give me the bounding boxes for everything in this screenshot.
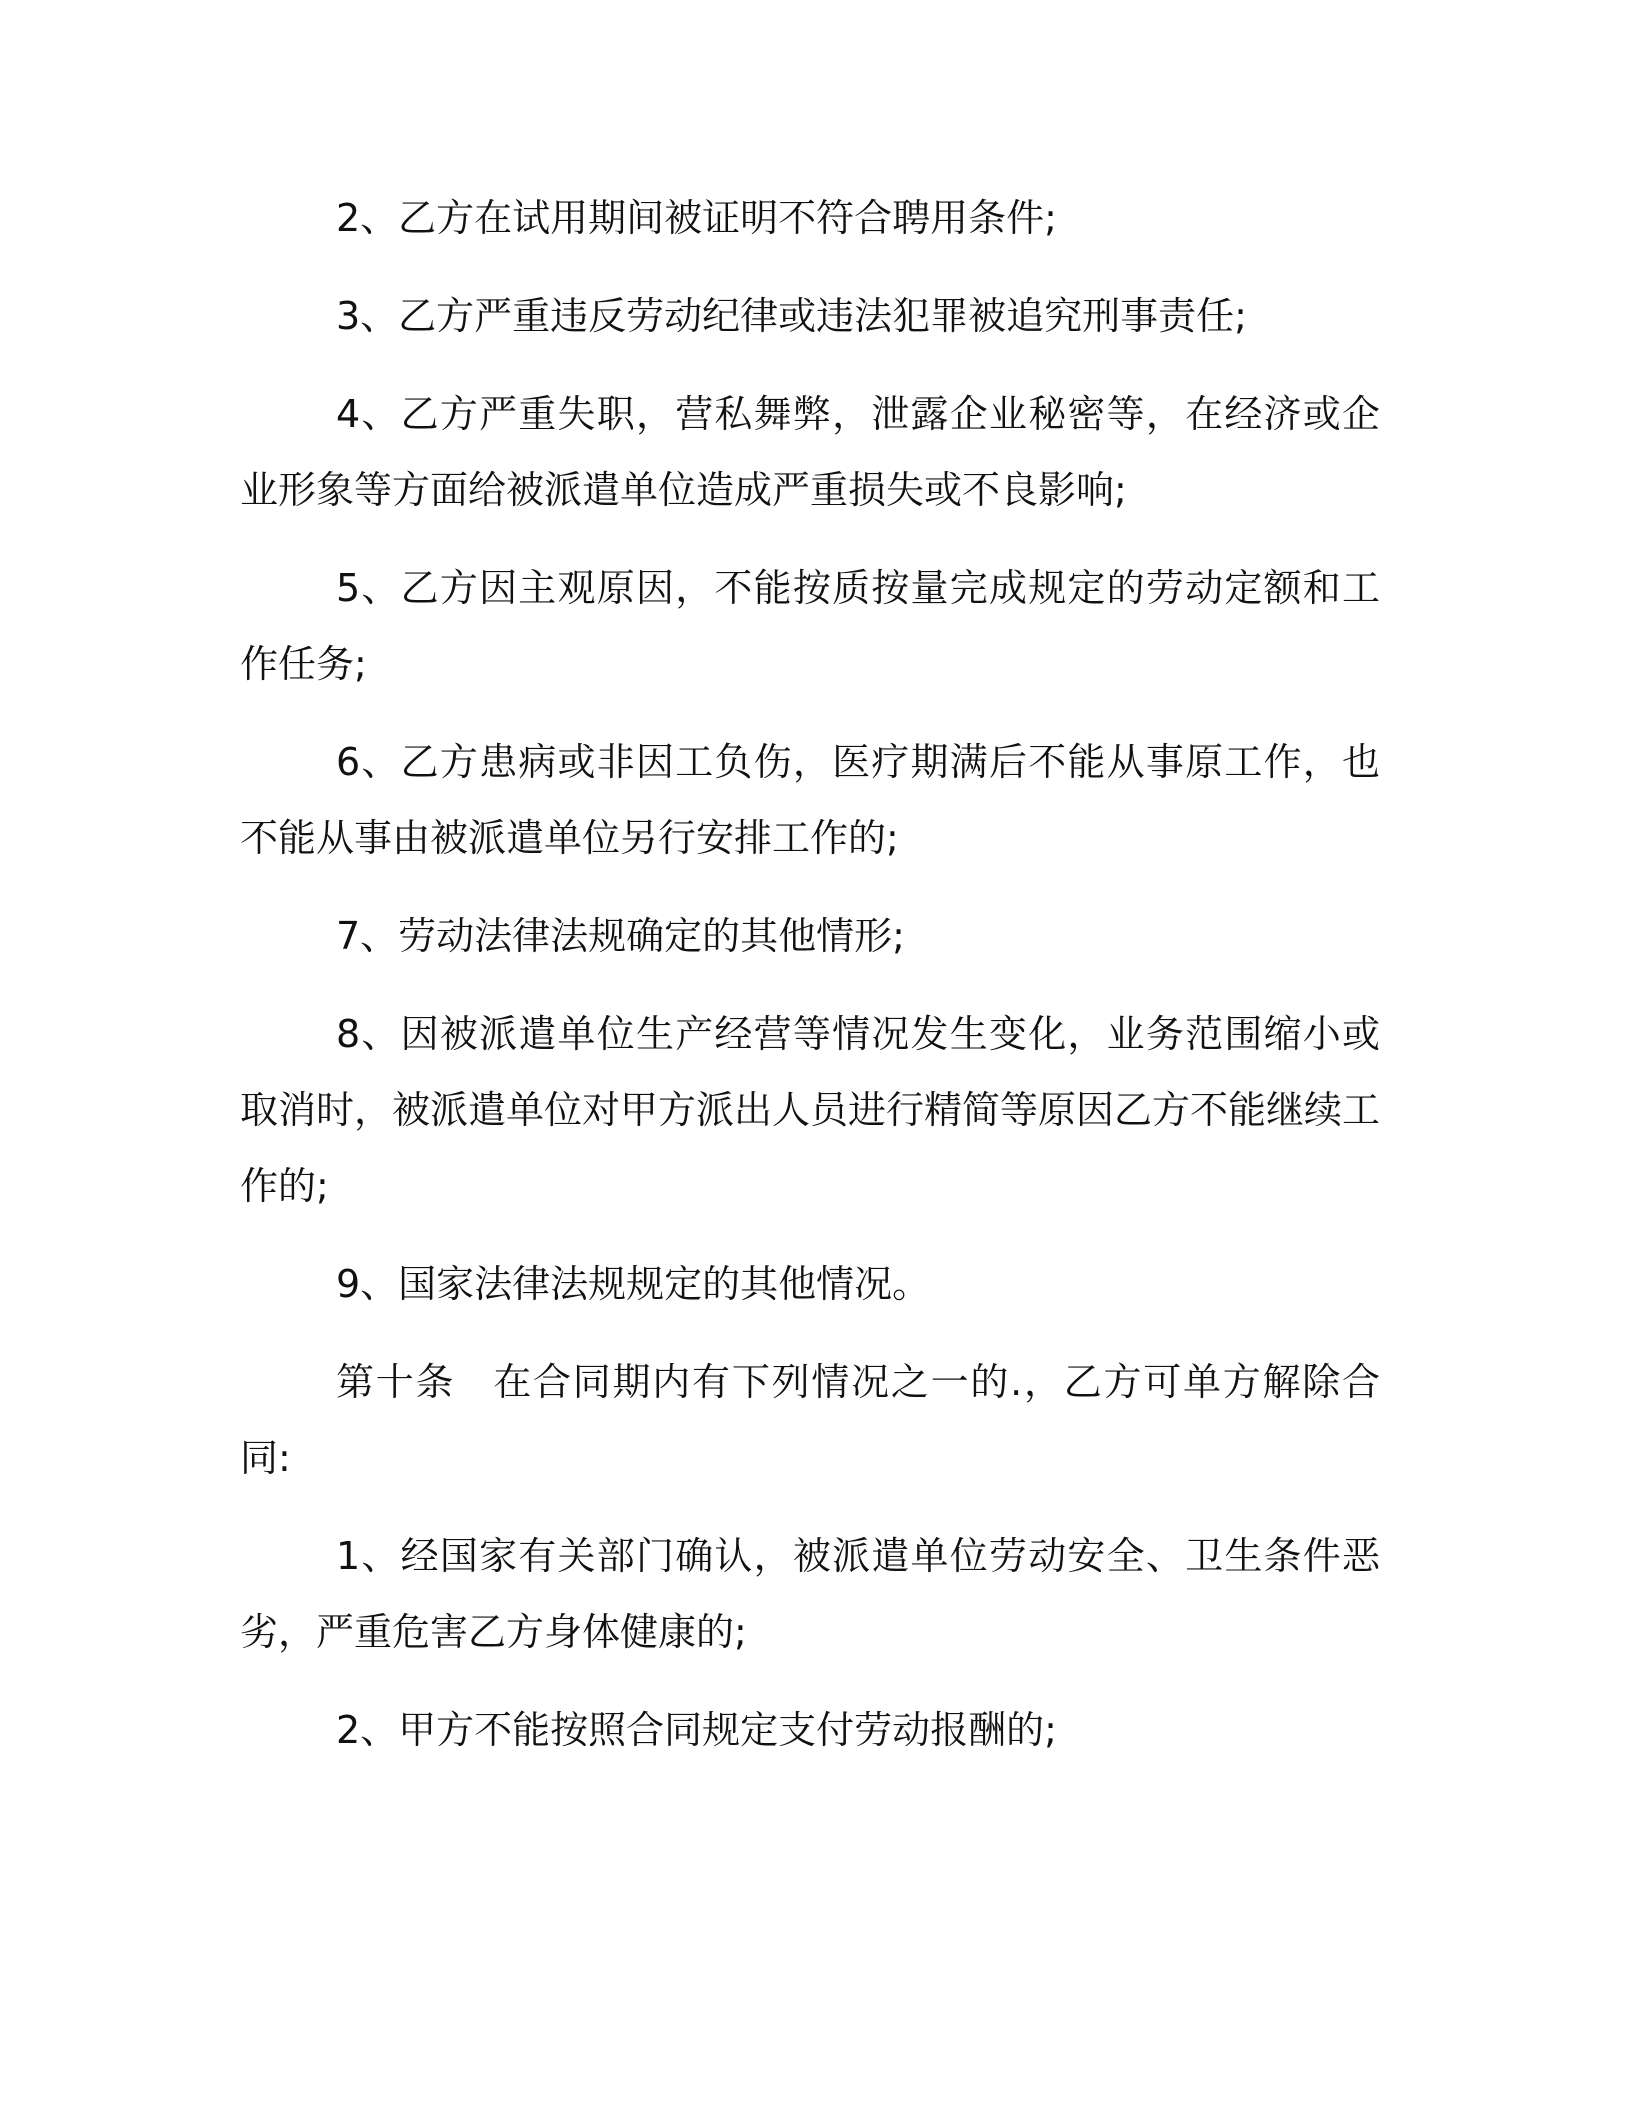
clause-4: 4、乙方严重失职，营私舞弊，泄露企业秘密等，在经济或企业形象等方面给被派遣单位造成严重损失或不良影响; [240,392,1380,512]
clause-3: 3、乙方严重违反劳动纪律或违法犯罪被追究刑事责任; [336,294,1247,338]
article-10-clause-2: 2、甲方不能按照合同规定支付劳动报酬的; [336,1708,1057,1752]
article-10-clause-1: 1、经国家有关部门确认，被派遣单位劳动安全、卫生条件恶劣，严重危害乙方身体健康的; [240,1534,1380,1654]
clause-8: 8、因被派遣单位生产经营等情况发生变化，业务范围缩小或取消时，被派遣单位对甲方派出人员进行精简等原因乙方不能继续工作的; [240,1012,1381,1208]
clause-6: 6、乙方患病或非因工负伤，医疗期满后不能从事原工作，也不能从事由被派遣单位另行安排工作的; [240,740,1380,860]
clause-2: 2、乙方在试用期间被证明不符合聘用条件; [336,196,1057,240]
clause-7: 7、劳动法律法规确定的其他情形; [336,914,905,958]
article-label: 第十条 [336,1360,456,1404]
article-10 [240,1344,1380,1496]
document-body [240,180,1380,1790]
clause-9: 9、国家法律法规规定的其他情况。 [336,1262,931,1306]
clause-5: 5、乙方因主观原因，不能按质按量完成规定的劳动定额和工作任务; [240,566,1380,686]
article-text: 在合同期内有下列情况之一的.，乙方可单方解除合同: [240,1360,1380,1480]
